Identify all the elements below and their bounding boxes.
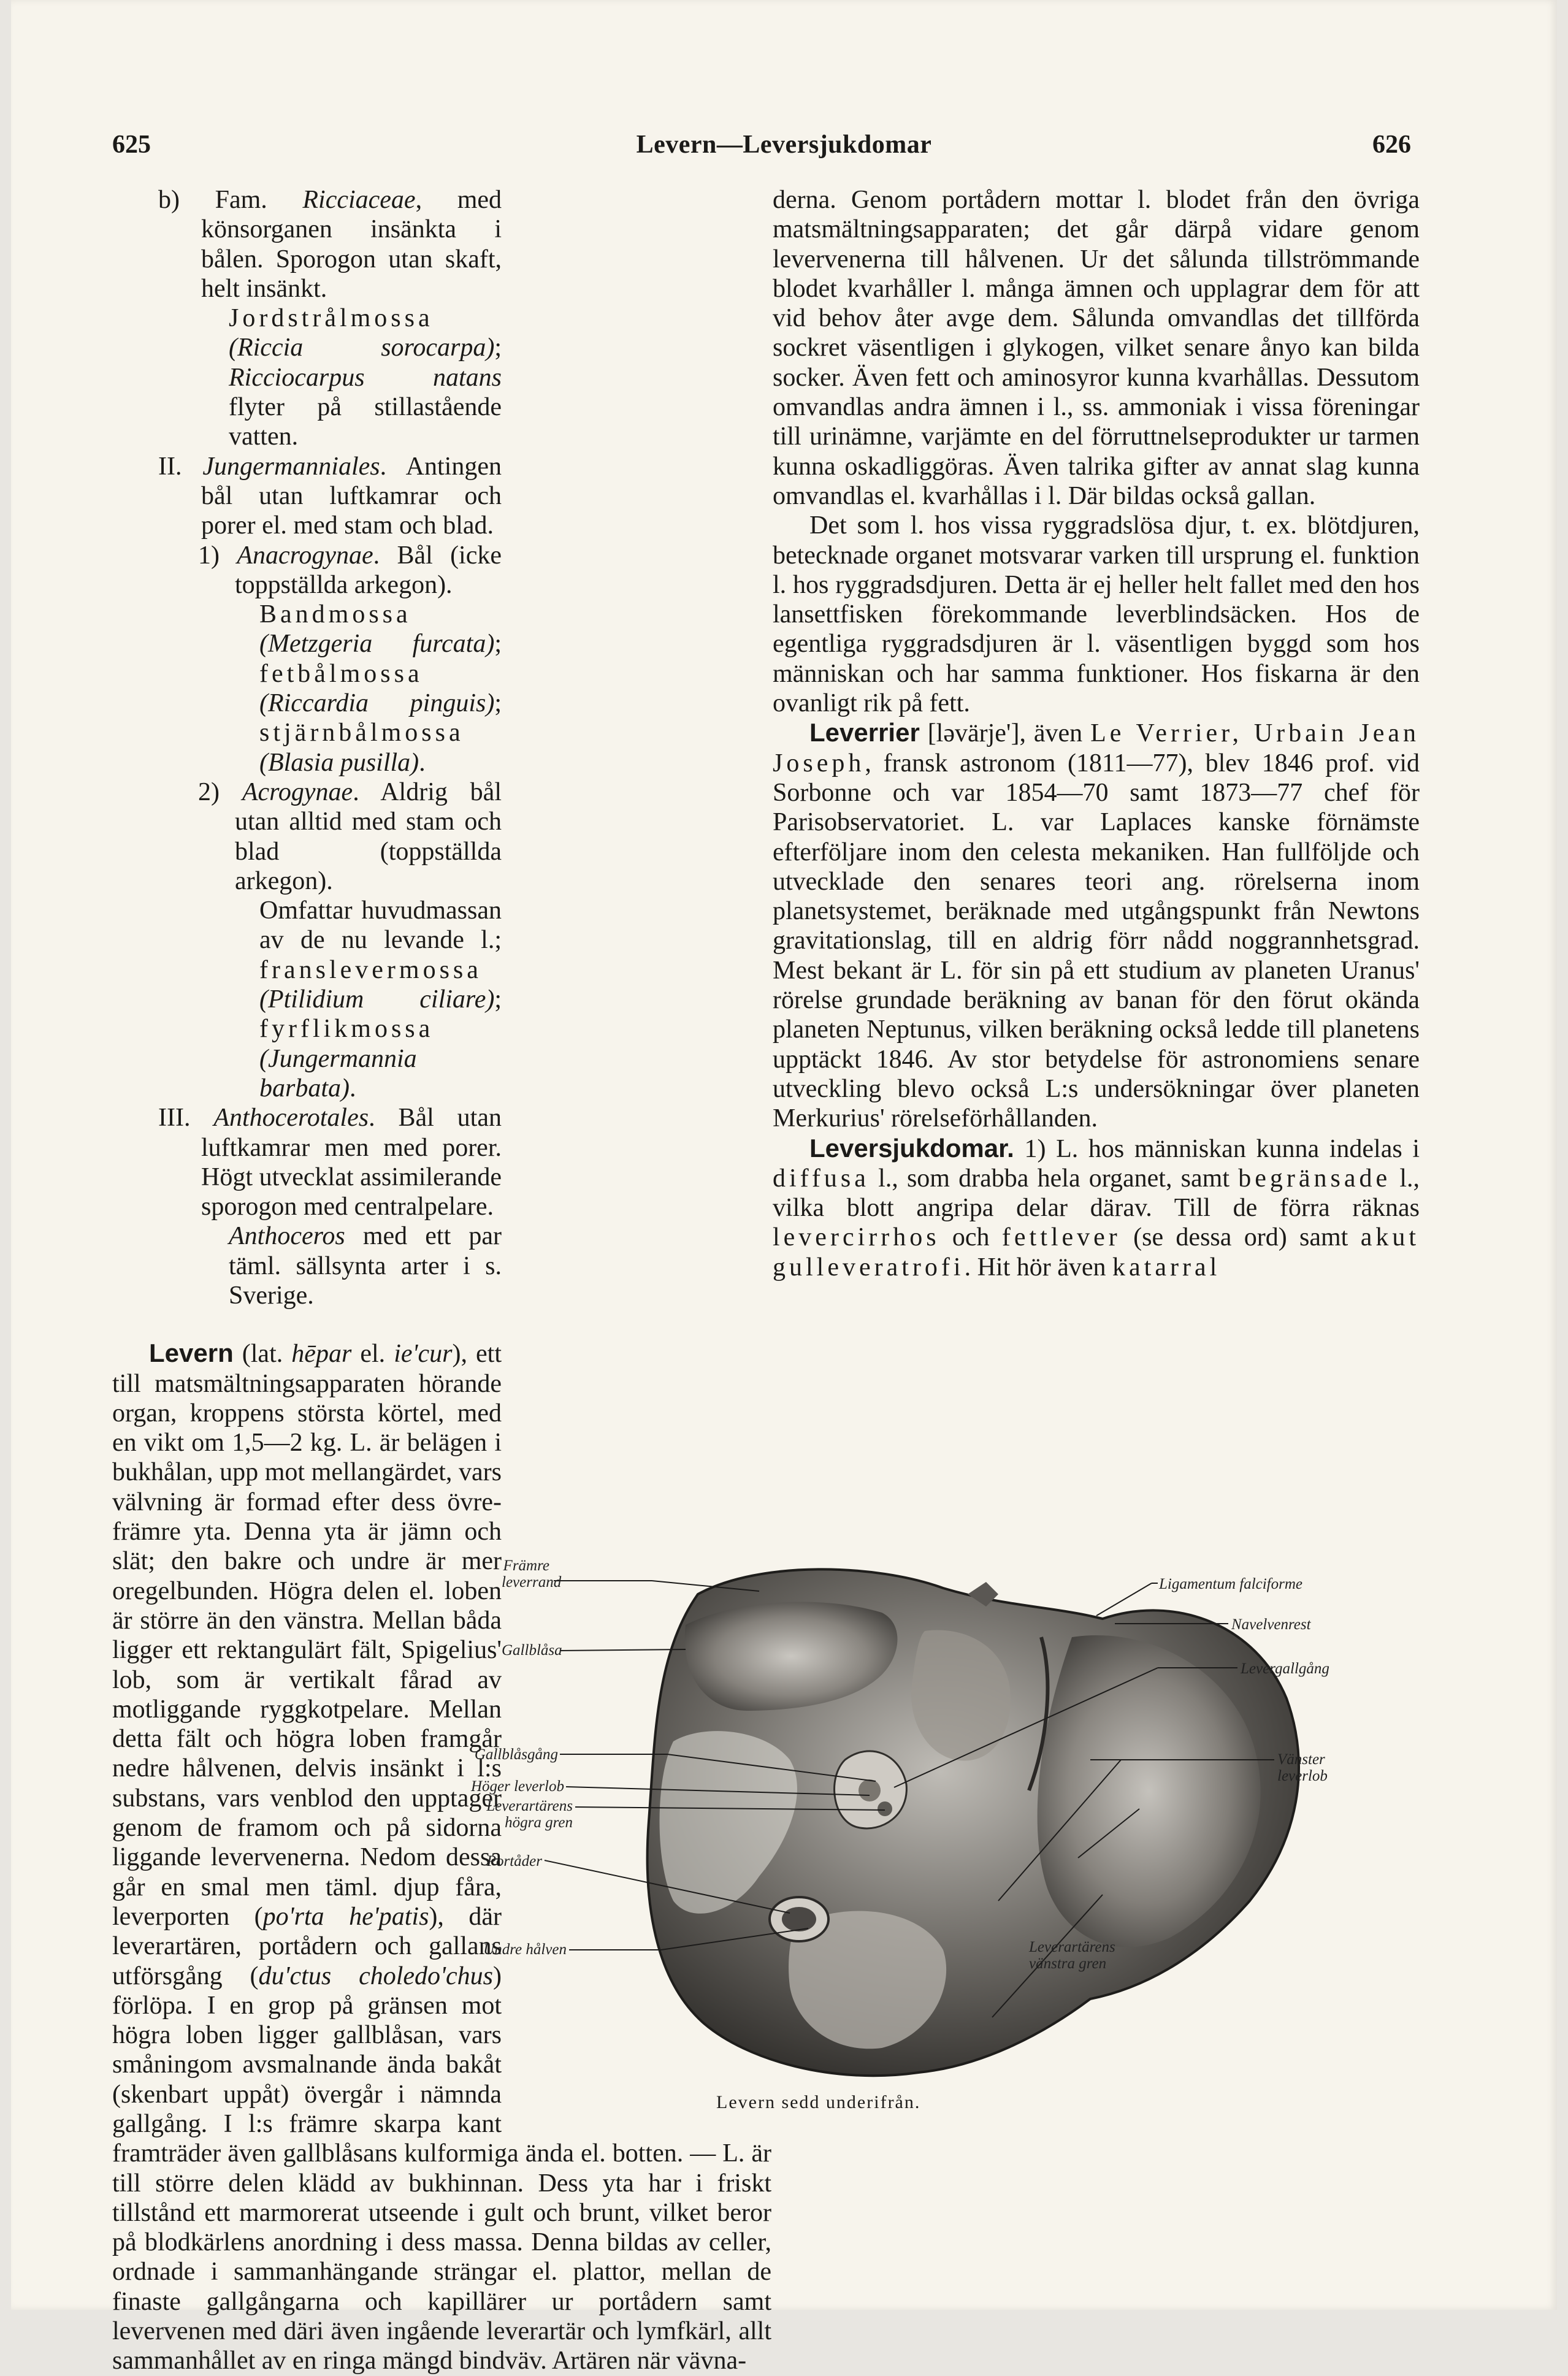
entry-leversjukdomar: Leversjukdomar. 1) L. hos människan kunna indelas i diffusa l., som drabba hela organet, samt begränsade l., vilka blott angripa delar därav. Till de förra räknas levercirrhos och fettlever (se dessa ord) samt akut gulleveratrofi. Hit hör även katarral bbox=[773, 1133, 1420, 1282]
running-title: Levern—Leversjukdomar bbox=[636, 131, 932, 159]
entry-anthoceros: Anthoceros med ett par täml. sällsynta arter i s. Sverige. bbox=[229, 1222, 502, 1310]
entry-bandmossa: Bandmossa (Metzgeria furcata); fetbålmossa (Riccardia pinguis); stjärnbålmossa (Blasia pusilla). bbox=[259, 600, 502, 777]
label-undre-halven: Undre hålven bbox=[483, 1941, 567, 1958]
entry-ricciaceae: b) Fam. Ricciaceae, med könsorganen insänkta i bålen. Sporogon utan skaft, helt insänkt. bbox=[158, 186, 502, 303]
label-vanster-leverlob: Vänster leverlob bbox=[1277, 1751, 1328, 1784]
label-portader: Portåder bbox=[486, 1853, 542, 1870]
figure-caption: Levern sedd underifrån. bbox=[716, 2092, 921, 2112]
label-gallblasgang: Gallblåsgång bbox=[474, 1746, 558, 1763]
label-framre-leverrand: Främre leverrand bbox=[502, 1557, 562, 1591]
levern-continued: derna. Genom portådern mottar l. blodet från den övriga matsmältningsapparaten; det går därpå vidare genom levervenerna till hålvenen. Ur det sålunda tillströmmande blodet kvarhåller l. många ämnen och upplagrar dem för att vid behov åter avge dem. Sålunda omvandlas det tillförda sockret väsentligen i glykogen, vilket senare ånyo kan bilda socker. Även fett och aminosyror kunna kvarhållas. Dessutom omvandlas andra ämnen i l., ss. ammoniak i vissa föreningar till urinämne, varjämte en del förruttnelseprodukter ur tarmen kunna oskadliggöras. Även talrika gifter av annat slag kunna omvandlas el. kvarhållas i l. Där bildas också gallan. bbox=[773, 186, 1420, 510]
label-hoger-leverlob: Höger leverlob bbox=[470, 1778, 564, 1795]
label-gallblasa: Gallblåsa bbox=[502, 1642, 562, 1659]
liver-figure bbox=[470, 1557, 1434, 2109]
entry-acrogynae: 2) Acrogynae. Aldrig bål utan alltid med stam och blad (toppställda arkegon). bbox=[198, 777, 502, 895]
label-leverartarens-hogra-gren: Leverartärens högra gren bbox=[486, 1798, 573, 1831]
label-leverartarens-vanstra-gren: Leverartärens vänstra gren bbox=[1029, 1939, 1115, 1972]
entry-leverrier: Leverrier [ləvärje'], även Le Verrier, Urbain Jean Joseph, fransk astronom (1811—77), blev 1846 prof. vid Sorbonne och var 1854—70 samt 1873—77 chef för Parisobservatoriet. L. var Laplaces kanske förnämste efterföljare inom den celesta mekaniken. Han fullföljde och utvecklade den senares teori ang. rörelserna inom planetsystemet, beräknade med utgångspunkt från Newtons gravitationslag, till en aldrig förr nådd noggrannhetsgrad. Mest bekant är L. för sin på ett studium av planeten Uranus' rörelse grundade beräkning av banan för den förut okända planeten Neptunus, vilken beräkning också ledde till planetens upptäckt 1846. Av stor betydelse för astronomiens senare utveckling blevo också L:s undersökningar över planeten Merkurius' rörelseförhållanden. bbox=[773, 718, 1420, 1133]
right-page-number: 626 bbox=[1372, 131, 1411, 159]
entry-anacrogynae: 1) Anacrogynae. Bål (icke toppställda arkegon). bbox=[198, 541, 502, 599]
label-ligamentum-falciforme: Ligamentum falciforme bbox=[1159, 1576, 1303, 1592]
entry-jordstralmossa: Jordstrålmossa (Riccia sorocarpa); Ricciocarpus natans flyter på stillastående vatten. bbox=[229, 304, 502, 451]
left-page-number: 625 bbox=[112, 131, 151, 159]
entry-jungermanniales: II. Jungermanniales. Antingen bål utan luftkamrar och porer el. med stam och blad. bbox=[158, 452, 502, 540]
entry-anthocerotales: III. Anthocerotales. Bål utan luftkamrar men med porer. Högt utvecklat assimilerande sporogon med centralpelare. bbox=[158, 1104, 502, 1221]
right-column bbox=[773, 185, 1420, 1282]
label-levergallgang: Levergallgång bbox=[1241, 1660, 1329, 1677]
levern-invertebrates: Det som l. hos vissa ryggradslösa djur, t. ex. blötdjuren, betecknade organet motsvarar varken till ursprung el. funktion l. hos ryggradsdjuren. Detta är ej heller helt fallet med den hos lansettfisken förekommande leverblindsäcken. Hos de egentliga ryggradsdjuren är l. väsentligen byggd som hos människan och har samma funktioner. Hos fiskarna är den ovanligt rik på fett. bbox=[773, 511, 1420, 718]
book-page bbox=[11, 0, 1557, 2375]
label-navelvenrest: Navelvenrest bbox=[1231, 1616, 1311, 1633]
entry-omfattar: Omfattar huvudmassan av de nu levande l.; franslevermossa (Ptilidium ciliare); fyrflikmossa (Jungermannia barbata). bbox=[259, 896, 502, 1102]
liver-illustration bbox=[502, 1557, 1434, 2109]
entry-levern: Levern (lat. hēpar el. ie'cur), ett till matsmältningsapparaten hörande organ, kroppens största körtel, med en vikt om 1,5—2 kg. L. är belägen i bukhålan, upp mot mellangärdet, vars välvning är formad efter dess övre-främre yta. Denna yta är jämn och slät; den bakre och undre är mer oregelbunden. Högra delen el. loben är större än den vänstra. Mellan båda ligger ett rektangulärt fält, Spigelius' lob, som är vertikalt fårad av motliggande ryggkotpelare. Mellan detta fält och högra loben framgår nedre hålvenen, delvis insänkt i l:s substans, vars venblod den upptager genom de framom och på sidorna liggande levervenerna. Nedom dessa går en smal men täml. djup fåra, leverporten (po'rta he'patis), där leverartären, portådern och gallans utförsgång (du'ctus choledo'chus) förlöpa. I en grop på gränsen mot högra loben ligger gallblåsan, vars småningom avsmalnande ända bakåt (skenbart uppåt) övergår i nämnda gallgång. I l:s främre skarpa kant framträder även gallblåsans kulformiga ända el. botten. — L. är till större delen klädd av bukhinnan. Dess yta har i friskt tillstånd ett marmorerat utseende i gult och brunt, vilket beror på blodkärlens anordning i dess massa. Denna bildas av celler, ordnade i sammanhängande strängar el. plattor, mellan de finaste gallgångarna och kapillärer ur portådern samt levervenen med däri även ingående leverartär och lymfkärl, allt sammanhållet av en ringa mängd bindväv. Artären när vävna- bbox=[112, 1339, 771, 2375]
